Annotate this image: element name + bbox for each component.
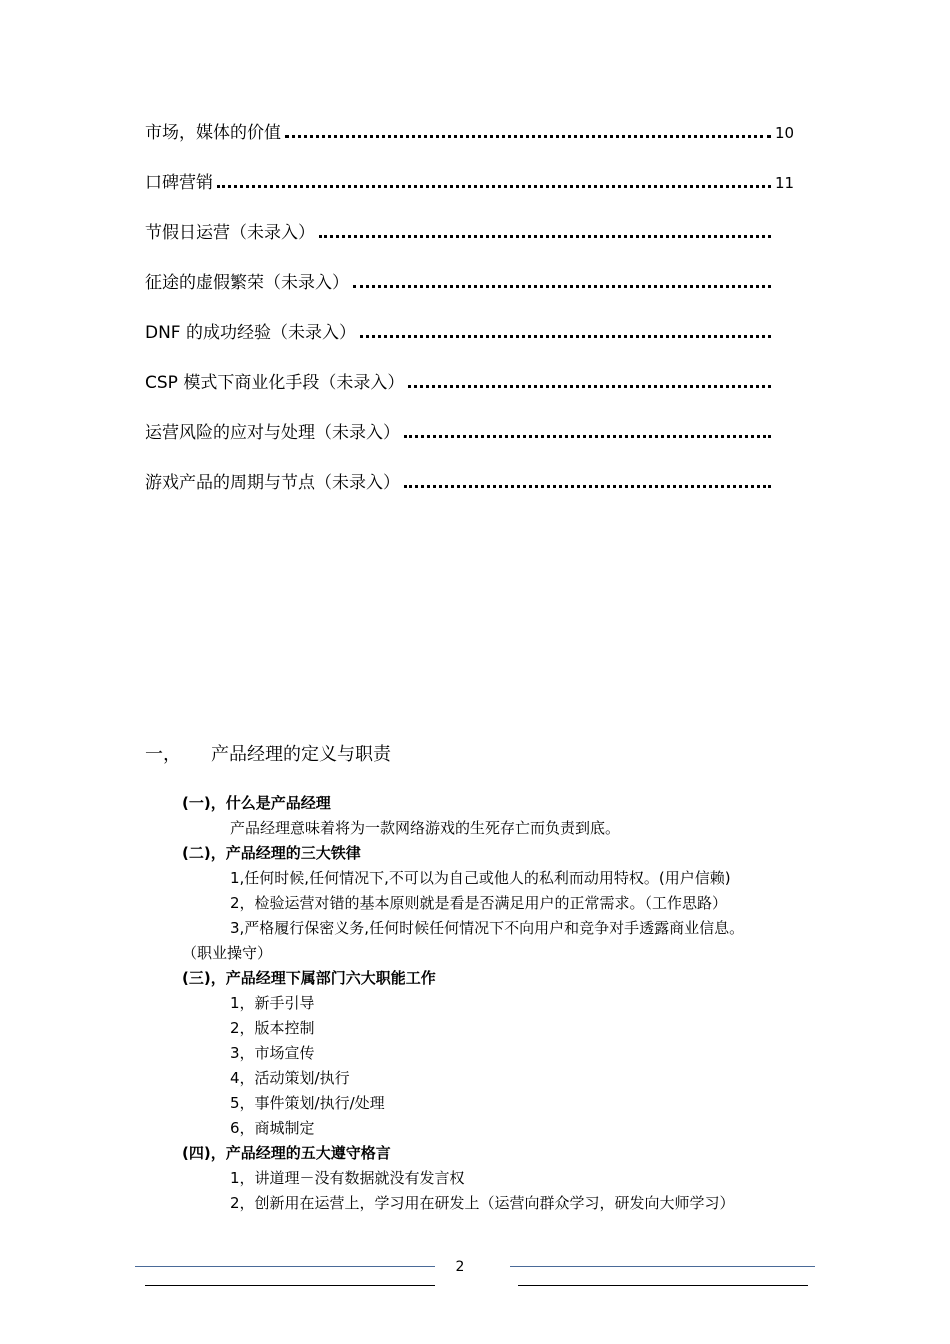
list-item: 1，新手引导 xyxy=(230,994,315,1012)
paragraph: （职业操守） xyxy=(182,944,273,962)
list-item: 4，活动策划/执行 xyxy=(230,1069,350,1087)
chapter-heading xyxy=(145,740,391,766)
paragraph: 1,任何时候,任何情况下,不可以为自己或他人的私利而动用特权。(用户信赖) xyxy=(230,869,731,887)
footer-rule-left xyxy=(135,1266,435,1267)
list-item: 3，市场宣传 xyxy=(230,1044,315,1062)
toc-entry[interactable] xyxy=(145,268,795,293)
list-item: 2，版本控制 xyxy=(230,1019,315,1037)
toc-entry[interactable] xyxy=(145,418,795,443)
toc-entry-title: 运营风险的应对与处理（未录入） xyxy=(145,423,400,443)
toc-leader-dots xyxy=(285,135,771,138)
toc-entry[interactable] xyxy=(145,218,795,243)
toc-entry-title: CSP 模式下商业化手段（未录入） xyxy=(145,373,405,393)
paragraph: 2，检验运营对错的基本原则就是看是否满足用户的正常需求。（工作思路） xyxy=(230,894,728,912)
toc-entry[interactable] xyxy=(145,118,795,143)
list-item: 6，商城制定 xyxy=(230,1119,315,1137)
toc-entry[interactable] xyxy=(145,368,795,393)
section-heading: (三)，产品经理下属部门六大职能工作 xyxy=(182,969,436,987)
toc-leader-dots xyxy=(360,335,771,338)
page-number: 2 xyxy=(455,1259,465,1275)
toc-leader-dots xyxy=(408,385,771,388)
section-heading: (二)，产品经理的三大铁律 xyxy=(182,844,361,862)
section-heading: (四)，产品经理的五大遵守格言 xyxy=(182,1144,391,1162)
toc-entry-page: 10 xyxy=(775,124,795,142)
chapter-title: 产品经理的定义与职责 xyxy=(211,744,391,765)
paragraph: 产品经理意味着将为一款网络游戏的生死存亡而负责到底。 xyxy=(230,819,621,837)
section-heading: (一)，什么是产品经理 xyxy=(182,794,331,812)
paragraph: 1，讲道理－没有数据就没有发言权 xyxy=(230,1169,465,1187)
toc-leader-dots xyxy=(353,285,771,288)
toc-leader-dots xyxy=(217,185,771,188)
footer-underline-left xyxy=(145,1285,435,1286)
list-item: 5，事件策划/执行/处理 xyxy=(230,1094,385,1112)
toc-leader-dots xyxy=(404,435,771,438)
toc-entry-title: 节假日运营（未录入） xyxy=(145,223,315,243)
toc-entry[interactable] xyxy=(145,468,795,493)
toc-entry[interactable] xyxy=(145,318,795,343)
toc-entry-title: 游戏产品的周期与节点（未录入） xyxy=(145,473,400,493)
paragraph: 2，创新用在运营上，学习用在研发上（运营向群众学习，研发向大师学习） xyxy=(230,1194,735,1212)
footer-rule-right xyxy=(510,1266,815,1267)
footer-underline-right xyxy=(518,1285,808,1286)
toc-entry-title: 市场，媒体的价值 xyxy=(145,123,281,143)
toc-leader-dots xyxy=(404,485,771,488)
toc-entry-title: 征途的虚假繁荣（未录入） xyxy=(145,273,349,293)
paragraph: 3,严格履行保密义务,任何时候任何情况下不向用户和竞争对手透露商业信息。 xyxy=(230,919,745,937)
chapter-number: 一， xyxy=(145,744,181,765)
toc-entry-title: DNF 的成功经验（未录入） xyxy=(145,323,356,343)
toc-entry[interactable] xyxy=(145,168,795,193)
toc-entry-title: 口碑营销 xyxy=(145,173,213,193)
toc-entry-page: 11 xyxy=(775,174,795,192)
toc-leader-dots xyxy=(319,235,771,238)
